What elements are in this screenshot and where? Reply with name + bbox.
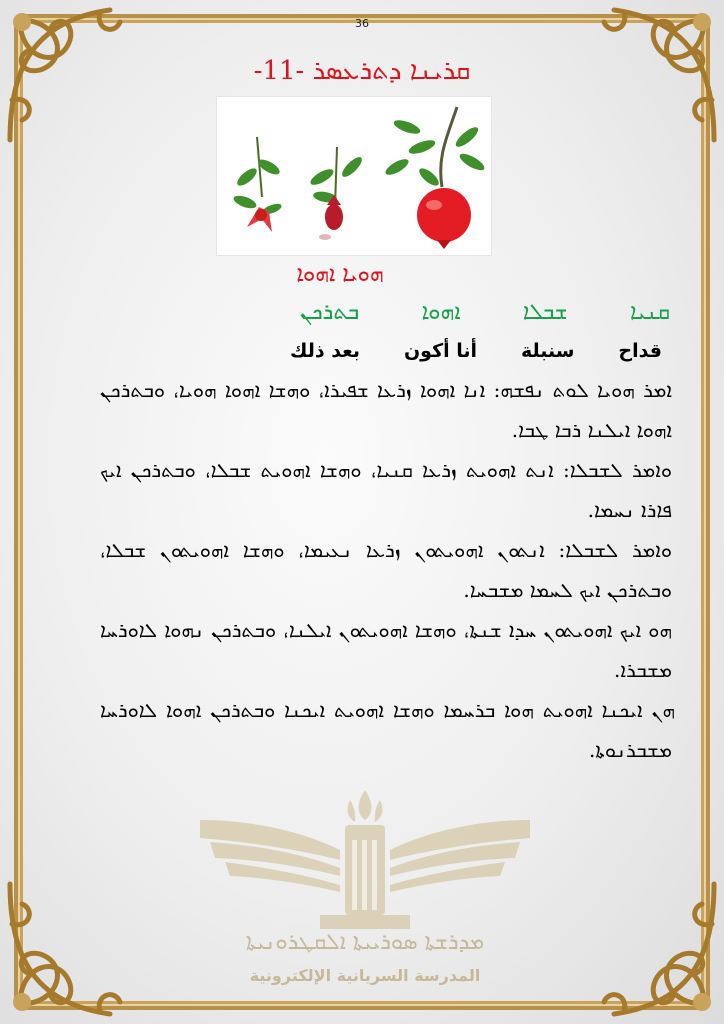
vocab-arabic-word: قداح <box>618 340 662 362</box>
body-paragraph: ܘܐܡܪ ܠܫܒܠܐ: ܐܢܬ ܐܗܘܝܬ ܙܪܥܐ ܩܢܝܐ، ܘܗܫܐ ܐܗܘܝܬ ܫܒܠܐ، ܘܒܬܪܟܢ ܐܝܟ ܦܐܪܐ ܢܚܡܐ. <box>100 458 672 522</box>
pomegranate-growth-image <box>216 96 492 256</box>
vocab-syriac-word: ܒܬܪܟܢ <box>300 300 360 325</box>
lesson-body <box>100 370 672 770</box>
vocab-arabic-word: بعد ذلك <box>290 340 361 362</box>
pomegranate-bud-stage <box>308 147 364 240</box>
vocab-arabic-word: سنبلة <box>520 340 575 362</box>
vocab-arabic-word: أنا أكون <box>403 340 478 362</box>
body-paragraph: ܗܘ ܐܝܟ ܐܗܘܝܬܘܢ ܚܕܐ ܫܢܬܐ، ܘܗܫܐ ܐܗܘܝܬܘܢ ܐܝܠܢܐ، ܘܒܬܪܟܢ ܢܗܘܐ ܠܐܘܪܚܐ ܡܫܒܪܐ. <box>100 618 672 682</box>
watermark-arabic-text: المدرسة السريانية الإلكترونية <box>249 966 481 985</box>
vocab-syriac-word: ܐܗܘܐ <box>421 300 461 325</box>
lesson-subtitle: ܗܘܝܐ ܐܗܘܐ <box>296 262 384 287</box>
vocabulary-syriac-row <box>300 300 670 334</box>
vocab-syriac-word: ܫܒܠܐ <box>522 300 568 325</box>
body-paragraph: ܗܢ ܐܝܟܢܐ ܐܗܘܝܬ ܗܘܐ ܒܪܚܡܐ ܘܗܫܐ ܐܗܘܝܬ ܐܝܟܢܐ ܘܒܬܪܟܢ ܐܗܘܐ ܠܐܘܪܚܐ ܡܫܒܪܢܘܬܐ. <box>100 698 672 762</box>
pomegranate-flower-stage <box>232 137 283 232</box>
page-number: 36 <box>355 17 369 30</box>
ornament-corner-bottom-right <box>574 874 724 1024</box>
body-paragraph: ܘܐܡܪ ܠܫܒܠܐ: ܐܢܬܘܢ ܐܗܘܝܬܘܢ ܙܪܥܐ ܢܥܝܡܐ، ܘܗܫܐ ܐܗܘܝܬܘܢ ܫܒܠܐ، ܘܒܬܪܟܢ ܐܝܟ ܠܚܡܐ ܡܫܒܚܐ. <box>100 538 672 602</box>
lesson-title: ܩܪܝܢܐ ܕܬܪܥܣܪ -11- <box>253 56 471 86</box>
vocabulary-arabic-row <box>290 340 662 370</box>
ornament-corner-bottom-left <box>0 874 150 1024</box>
vocab-syriac-word: ܩܢܝܐ <box>629 300 670 325</box>
pomegranate-fruit-stage <box>383 107 486 249</box>
watermark-syriac-text: ܡܕܪܫܬܐ ܣܘܪܝܝܬܐ ܐܠܩܛܪܘܢܝܬܐ <box>245 930 485 955</box>
body-paragraph: ܐܡܪ ܗܘܝܐ ܠܘܬ ܢܦܫܗ: ܐܢܐ ܐܗܘܐ ܙܪܥܐ ܫܦܝܪܐ، ܘܗܫܐ ܐܗܘܐ ܗܘܝܐ، ܘܒܬܪܟܢ ܐܗܘܐ ܐܝܠܢܐ ܪܒܐ ܛܒܐ. <box>100 378 672 442</box>
